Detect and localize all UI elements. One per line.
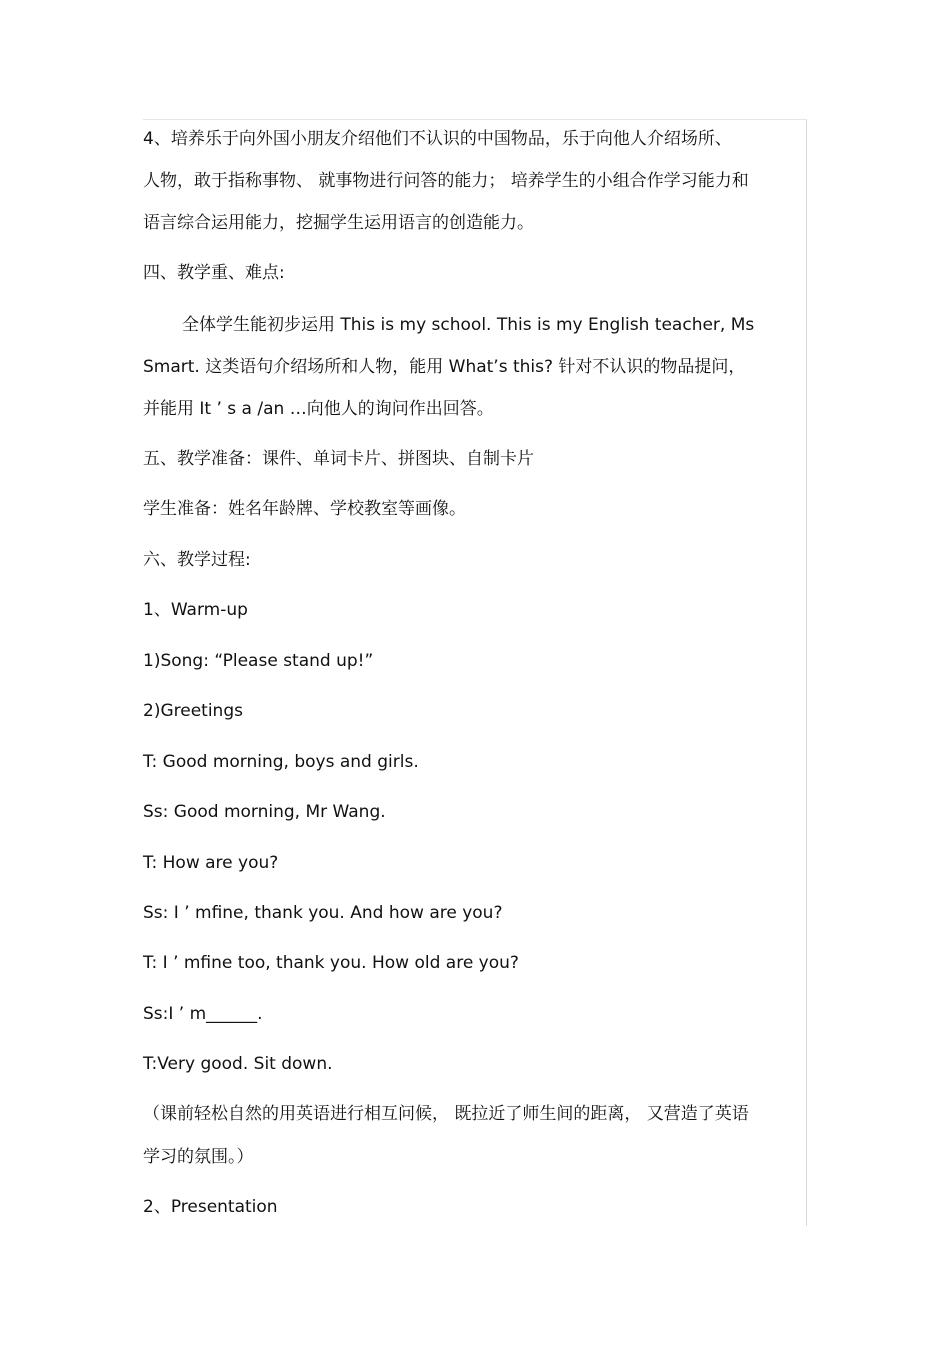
greetings-line: 2)Greetings [143,701,243,721]
dialogue-line-2: Ss: Good morning, Mr Wang. [143,802,386,822]
section-4-line-2: Smart. 这类语句介绍场所和人物，能用 What’s this? 针对不认识的物品提问， [143,357,746,377]
section-4-line-1: 全体学生能初步运用 This is my school. This is my English teacher, Ms [182,315,755,335]
step-presentation: 2、Presentation [143,1197,278,1217]
dialogue-line-6: Ss:I ’ m______. [143,1004,263,1024]
objective-4-line-2: 人物，敢于指称事物、 就事物进行问答的能力； 培养学生的小组合作学习能力和 [143,171,749,191]
song-line: 1)Song: “Please stand up!” [143,651,374,671]
objective-4-line-3: 语言综合运用能力，挖掘学生运用语言的创造能力。 [143,213,534,233]
section-5-heading: 五、教学准备：课件、单词卡片、拼图块、自制卡片 [143,449,534,469]
dialogue-line-1: T: Good morning, boys and girls. [143,752,419,772]
section-6-heading: 六、教学过程: [143,550,251,570]
note-line-1: （课前轻松自然的用英语进行相互问候， 既拉近了师生间的距离， 又营造了英语 [143,1104,749,1124]
section-4-heading: 四、教学重、难点: [143,263,285,283]
objective-4-line-1: 4、培养乐于向外国小朋友介绍他们不认识的中国物品，乐于向他人介绍场所、 [143,129,732,149]
step-warm-up: 1、Warm-up [143,600,248,620]
student-preparation: 学生准备：姓名年龄牌、学校教室等画像。 [143,499,466,519]
dialogue-line-7: T:Very good. Sit down. [143,1054,333,1074]
dialogue-line-5: T: I ’ mfine too, thank you. How old are you? [143,953,519,973]
section-4-line-3: 并能用 It ’ s a /an …向他人的询问作出回答。 [143,399,494,419]
note-line-2: 学习的氛围。） [143,1147,254,1167]
dialogue-line-3: T: How are you? [143,853,279,873]
dialogue-line-4: Ss: I ’ mfine, thank you. And how are you? [143,903,503,923]
